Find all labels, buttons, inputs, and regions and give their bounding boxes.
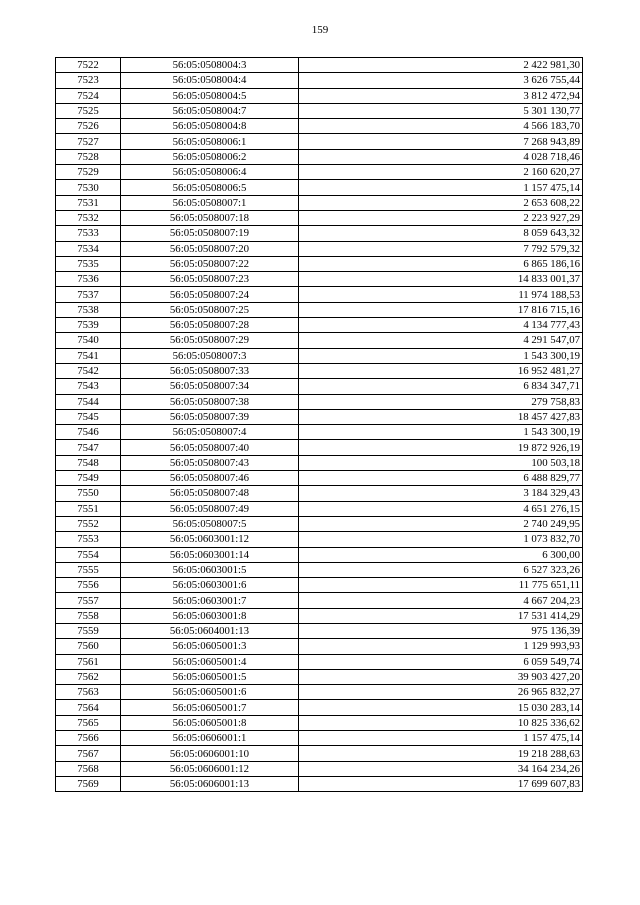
cadastral-number: 56:05:0508007:25 (121, 302, 299, 317)
row-number: 7558 (56, 608, 121, 623)
table-row (56, 562, 583, 577)
row-number: 7523 (56, 73, 121, 88)
cadastral-value: 2 740 249,95 (299, 516, 583, 531)
cadastral-value: 19 872 926,19 (299, 440, 583, 455)
table-row (56, 731, 583, 746)
cadastral-value: 18 457 427,83 (299, 409, 583, 424)
table-row (56, 623, 583, 638)
cadastral-number: 56:05:0508007:18 (121, 210, 299, 225)
row-number: 7544 (56, 394, 121, 409)
cadastral-value: 1 129 993,93 (299, 639, 583, 654)
table-row (56, 134, 583, 149)
cadastral-value: 4 028 718,46 (299, 149, 583, 164)
cadastral-value: 3 184 329,43 (299, 486, 583, 501)
cadastral-number: 56:05:0603001:5 (121, 562, 299, 577)
row-number: 7537 (56, 287, 121, 302)
cadastral-number: 56:05:0508004:7 (121, 103, 299, 118)
cadastral-value: 17 816 715,16 (299, 302, 583, 317)
cadastral-value: 1 543 300,19 (299, 348, 583, 363)
cadastral-value: 10 825 336,62 (299, 715, 583, 730)
table-row (56, 73, 583, 88)
cadastral-number: 56:05:0603001:14 (121, 547, 299, 562)
cadastral-value: 4 134 777,43 (299, 318, 583, 333)
table-row (56, 333, 583, 348)
row-number: 7569 (56, 776, 121, 791)
cadastral-number: 56:05:0508006:2 (121, 149, 299, 164)
cadastral-value: 975 136,39 (299, 623, 583, 638)
row-number: 7529 (56, 165, 121, 180)
cadastral-value: 17 699 607,83 (299, 776, 583, 791)
cadastral-number: 56:05:0508007:43 (121, 455, 299, 470)
table-row (56, 195, 583, 210)
cadastral-value: 3 812 472,94 (299, 88, 583, 103)
row-number: 7526 (56, 119, 121, 134)
row-number: 7547 (56, 440, 121, 455)
row-number: 7553 (56, 532, 121, 547)
row-number: 7551 (56, 501, 121, 516)
table-row (56, 88, 583, 103)
table-row (56, 685, 583, 700)
row-number: 7552 (56, 516, 121, 531)
row-number: 7549 (56, 471, 121, 486)
cadastral-number: 56:05:0508006:4 (121, 165, 299, 180)
cadastral-value: 6 059 549,74 (299, 654, 583, 669)
cadastral-value: 2 653 608,22 (299, 195, 583, 210)
row-number: 7542 (56, 363, 121, 378)
table-row (56, 532, 583, 547)
row-number: 7561 (56, 654, 121, 669)
table-row (56, 58, 583, 73)
table-row (56, 654, 583, 669)
cadastral-value: 3 626 755,44 (299, 73, 583, 88)
cadastral-number: 56:05:0508006:1 (121, 134, 299, 149)
cadastral-number: 56:05:0508007:48 (121, 486, 299, 501)
cadastral-value: 34 164 234,26 (299, 761, 583, 776)
cadastral-number: 56:05:0508006:5 (121, 180, 299, 195)
cadastral-number: 56:05:0603001:8 (121, 608, 299, 623)
cadastral-value: 6 865 186,16 (299, 256, 583, 271)
cadastral-number: 56:05:0605001:4 (121, 654, 299, 669)
cadastral-number: 56:05:0606001:1 (121, 731, 299, 746)
table-row (56, 302, 583, 317)
cadastral-number: 56:05:0605001:7 (121, 700, 299, 715)
table-row (56, 761, 583, 776)
cadastral-number: 56:05:0604001:13 (121, 623, 299, 638)
cadastral-number: 56:05:0508004:4 (121, 73, 299, 88)
cadastral-number: 56:05:0508004:5 (121, 88, 299, 103)
row-number: 7530 (56, 180, 121, 195)
cadastral-value: 5 301 130,77 (299, 103, 583, 118)
table-row (56, 776, 583, 791)
cadastral-value: 11 775 651,11 (299, 578, 583, 593)
row-number: 7565 (56, 715, 121, 730)
row-number: 7545 (56, 409, 121, 424)
table-row (56, 241, 583, 256)
table-row (56, 746, 583, 761)
table-row (56, 165, 583, 180)
table-row (56, 149, 583, 164)
cadastral-number: 56:05:0508004:8 (121, 119, 299, 134)
row-number: 7543 (56, 379, 121, 394)
cadastral-number: 56:05:0508007:19 (121, 226, 299, 241)
cadastral-number: 56:05:0606001:12 (121, 761, 299, 776)
table-row (56, 119, 583, 134)
table-row (56, 256, 583, 271)
row-number: 7567 (56, 746, 121, 761)
row-number: 7525 (56, 103, 121, 118)
row-number: 7554 (56, 547, 121, 562)
table-row (56, 715, 583, 730)
cadastral-number: 56:05:0508007:23 (121, 272, 299, 287)
cadastral-value: 6 527 323,26 (299, 562, 583, 577)
cadastral-value: 4 566 183,70 (299, 119, 583, 134)
table-row (56, 471, 583, 486)
cadastral-value: 1 543 300,19 (299, 425, 583, 440)
page-number: 159 (311, 24, 329, 36)
row-number: 7563 (56, 685, 121, 700)
row-number: 7546 (56, 425, 121, 440)
table-row (56, 501, 583, 516)
cadastral-value: 7 268 943,89 (299, 134, 583, 149)
row-number: 7532 (56, 210, 121, 225)
cadastral-number: 56:05:0508007:29 (121, 333, 299, 348)
cadastral-number: 56:05:0605001:8 (121, 715, 299, 730)
row-number: 7568 (56, 761, 121, 776)
table-row (56, 547, 583, 562)
table-row (56, 103, 583, 118)
cadastral-value: 2 223 927,29 (299, 210, 583, 225)
table-row (56, 409, 583, 424)
cadastral-value: 39 903 427,20 (299, 669, 583, 684)
cadastral-value: 6 300,00 (299, 547, 583, 562)
table-row (56, 700, 583, 715)
table-row (56, 578, 583, 593)
table-row (56, 379, 583, 394)
cadastral-value: 8 059 643,32 (299, 226, 583, 241)
table-row (56, 608, 583, 623)
cadastral-value: 11 974 188,53 (299, 287, 583, 302)
row-number: 7564 (56, 700, 121, 715)
cadastral-number: 56:05:0508007:38 (121, 394, 299, 409)
cadastral-value: 2 160 620,27 (299, 165, 583, 180)
row-number: 7548 (56, 455, 121, 470)
table-row (56, 318, 583, 333)
table-row (56, 440, 583, 455)
row-number: 7539 (56, 318, 121, 333)
cadastral-value: 279 758,83 (299, 394, 583, 409)
row-number: 7555 (56, 562, 121, 577)
cadastral-value: 4 667 204,23 (299, 593, 583, 608)
cadastral-number: 56:05:0508007:40 (121, 440, 299, 455)
row-number: 7531 (56, 195, 121, 210)
cadastral-number: 56:05:0508007:49 (121, 501, 299, 516)
row-number: 7534 (56, 241, 121, 256)
table-row (56, 425, 583, 440)
cadastral-value: 19 218 288,63 (299, 746, 583, 761)
row-number: 7556 (56, 578, 121, 593)
cadastral-value: 1 073 832,70 (299, 532, 583, 547)
table-row (56, 363, 583, 378)
cadastral-number: 56:05:0606001:10 (121, 746, 299, 761)
cadastral-number: 56:05:0603001:12 (121, 532, 299, 547)
cadastral-value-table (55, 57, 583, 792)
cadastral-value: 1 157 475,14 (299, 180, 583, 195)
cadastral-number: 56:05:0603001:7 (121, 593, 299, 608)
cadastral-number: 56:05:0508007:4 (121, 425, 299, 440)
cadastral-number: 56:05:0508004:3 (121, 58, 299, 73)
row-number: 7560 (56, 639, 121, 654)
row-number: 7536 (56, 272, 121, 287)
cadastral-value: 15 030 283,14 (299, 700, 583, 715)
cadastral-value: 2 422 981,30 (299, 58, 583, 73)
table-row (56, 287, 583, 302)
table-row (56, 486, 583, 501)
cadastral-number: 56:05:0605001:3 (121, 639, 299, 654)
cadastral-number: 56:05:0508007:46 (121, 471, 299, 486)
table-row (56, 394, 583, 409)
row-number: 7535 (56, 256, 121, 271)
table-row (56, 348, 583, 363)
cadastral-value: 17 531 414,29 (299, 608, 583, 623)
cadastral-number: 56:05:0606001:13 (121, 776, 299, 791)
row-number: 7524 (56, 88, 121, 103)
table-row (56, 210, 583, 225)
row-number: 7550 (56, 486, 121, 501)
cadastral-number: 56:05:0605001:5 (121, 669, 299, 684)
row-number: 7566 (56, 731, 121, 746)
cadastral-value: 14 833 001,37 (299, 272, 583, 287)
cadastral-value: 26 965 832,27 (299, 685, 583, 700)
cadastral-value: 6 834 347,71 (299, 379, 583, 394)
row-number: 7527 (56, 134, 121, 149)
cadastral-number: 56:05:0508007:39 (121, 409, 299, 424)
row-number: 7562 (56, 669, 121, 684)
table-row (56, 639, 583, 654)
row-number: 7538 (56, 302, 121, 317)
row-number: 7541 (56, 348, 121, 363)
cadastral-number: 56:05:0605001:6 (121, 685, 299, 700)
cadastral-number: 56:05:0508007:28 (121, 318, 299, 333)
table-row (56, 593, 583, 608)
table-row (56, 180, 583, 195)
row-number: 7559 (56, 623, 121, 638)
cadastral-number: 56:05:0508007:33 (121, 363, 299, 378)
table-row (56, 226, 583, 241)
row-number: 7522 (56, 58, 121, 73)
table-row (56, 272, 583, 287)
cadastral-value: 7 792 579,32 (299, 241, 583, 256)
cadastral-value: 1 157 475,14 (299, 731, 583, 746)
cadastral-value: 6 488 829,77 (299, 471, 583, 486)
cadastral-number: 56:05:0508007:5 (121, 516, 299, 531)
row-number: 7528 (56, 149, 121, 164)
row-number: 7540 (56, 333, 121, 348)
cadastral-value: 100 503,18 (299, 455, 583, 470)
cadastral-number: 56:05:0508007:20 (121, 241, 299, 256)
cadastral-number: 56:05:0603001:6 (121, 578, 299, 593)
cadastral-number: 56:05:0508007:22 (121, 256, 299, 271)
row-number: 7533 (56, 226, 121, 241)
cadastral-number: 56:05:0508007:3 (121, 348, 299, 363)
cadastral-value: 4 291 547,07 (299, 333, 583, 348)
cadastral-number: 56:05:0508007:34 (121, 379, 299, 394)
cadastral-number: 56:05:0508007:1 (121, 195, 299, 210)
table-row (56, 455, 583, 470)
cadastral-value: 4 651 276,15 (299, 501, 583, 516)
row-number: 7557 (56, 593, 121, 608)
cadastral-value: 16 952 481,27 (299, 363, 583, 378)
table-row (56, 516, 583, 531)
table-body (56, 58, 583, 792)
cadastral-number: 56:05:0508007:24 (121, 287, 299, 302)
table-row (56, 669, 583, 684)
